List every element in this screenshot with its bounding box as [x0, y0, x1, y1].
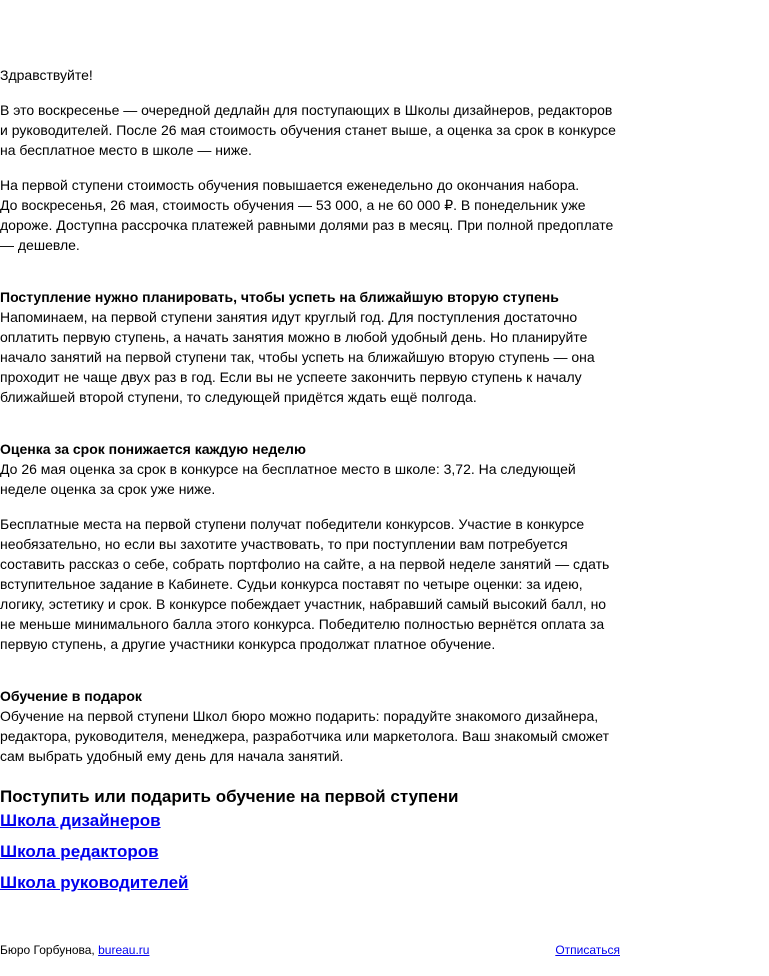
link-designers-school[interactable]: Школа дизайнеров — [0, 811, 161, 830]
link-managers-school[interactable]: Школа руководителей — [0, 873, 189, 892]
section-text-planning: Напоминаем, на первой ступени занятия идут круглый год. Для поступления достаточно оплатить первую ступень, а начать занятия можно в любой удобный день. Но планируйте начало занятий на первой ступени так, чтобы успеть на ближайшую вторую ступень — она проходит не чаще двух раз в год. Если вы не успеете закончить первую ступень к началу ближайшей второй ступени, то следующей придётся ждать ещё полгода. — [0, 309, 595, 405]
section-text-contest: Бесплатные места на первой ступени получат победители конкурсов. Участие в конкурсе необязательно, но если вы захотите участвовать, то при поступлении вам потребуется составить рассказ о себе, собрать портфолио на сайте, а на первой неделе занятий — сдать вступительное задание в Кабинете. Судьи конкурса поставят по четыре оценки: за идею, логику, эстетику и срок. В конкурсе побеждает участник, набравший самый высокий балл, но не меньше минимального балла этого конкурса. Победителю полностью вернётся оплата за первую ступень, а другие участники конкурса продолжат платное обучение. — [0, 516, 610, 652]
section-text-score: До 26 мая оценка за срок в конкурсе на бесплатное место в школе: 3,72. На следующей неделе оценка за срок уже ниже. — [0, 461, 576, 497]
section-title-gift: Обучение в подарок — [0, 688, 142, 704]
section-title-score: Оценка за срок понижается каждую неделю — [0, 441, 306, 457]
footer-sender: Бюро Горбунова, — [0, 943, 99, 957]
link-editors-school[interactable]: Школа редакторов — [0, 842, 159, 861]
school-links — [0, 810, 620, 894]
greeting: Здравствуйте! — [0, 67, 93, 83]
section-planning — [0, 287, 620, 407]
intro-paragraph: В это воскресенье — очередной дедлайн для поступающих в Школы дизайнеров, редакторов и руководителей. После 26 мая стоимость обучения станет выше, а оценка за срок в конкурсе на бесплатное место в школе — ниже. — [0, 102, 616, 158]
section-score — [0, 439, 620, 654]
footer — [0, 942, 620, 958]
footer-site-link[interactable]: bureau.ru — [98, 943, 150, 957]
section-text-gift: Обучение на первой ступени Школ бюро можно подарить: порадуйте знакомого дизайнера, редактора, руководителя, менеджера, разработчика или маркетолога. Ваш знакомый сможет сам выбрать удобный ему день для начала занятий. — [0, 708, 609, 764]
cta-heading: Поступить или подарить обучение на первой ступени — [0, 787, 459, 806]
price-line-1: На первой ступени стоимость обучения повышается еженедельно до окончания набора. — [0, 177, 580, 193]
price-paragraph: До воскресенья, 26 мая, стоимость обучения — 53 000, а не 60 000 ₽. В понедельник уже дороже. Доступна рассрочка платежей равными долями раз в месяц. При полной предоплате — дешевле. — [0, 197, 614, 253]
email-body — [0, 65, 620, 903]
unsubscribe-link[interactable]: Отписаться — [555, 943, 620, 957]
section-gift — [0, 686, 620, 766]
section-title-planning: Поступление нужно планировать, чтобы успеть на ближайшую вторую ступень — [0, 289, 559, 305]
